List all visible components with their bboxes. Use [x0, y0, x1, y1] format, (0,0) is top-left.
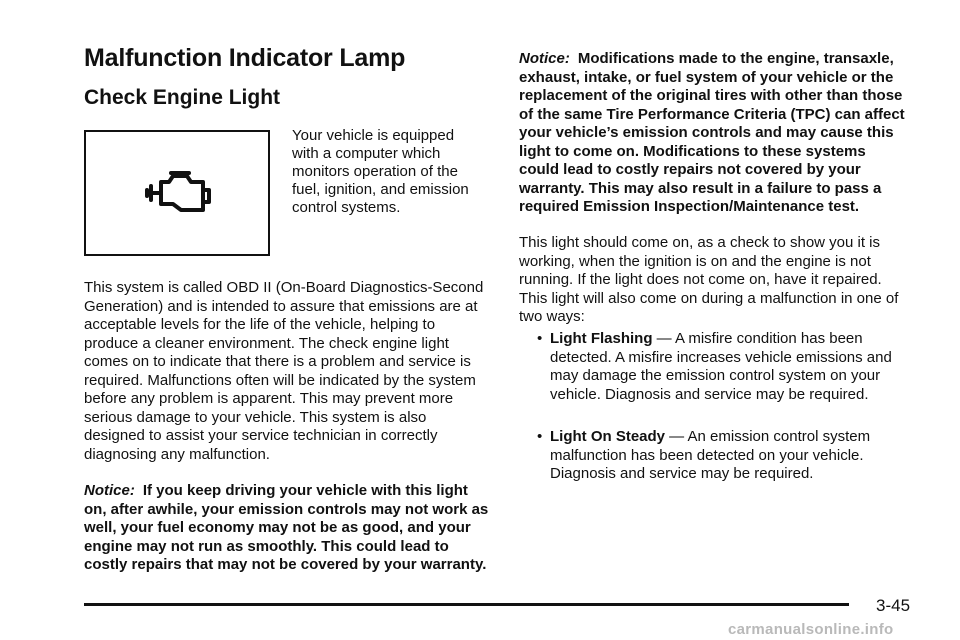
notice-label: Notice: [84, 482, 135, 499]
bullet-icon: • [537, 428, 543, 445]
bullet-icon: • [537, 330, 543, 347]
notice-modifications [519, 50, 909, 217]
bullet-text: — A misfire condition has been detected. A misfire increases vehicle emissions and may damage the emission control system on your vehicle. Diagnosis and service may be required. [550, 330, 892, 403]
section-subtitle: Check Engine Light [84, 86, 281, 109]
list-item-light-on-steady [537, 428, 907, 484]
notice-text: Modifications made to the engine, transaxle, exhaust, intake, or fuel system of your vehicle or the replacement of the original tires with other than those of the same Tire Performance Criteria (TPC) can affect your vehicle’s emission controls and may cause this light to come on. Modifications to these systems could lead to costly repairs not covered by your warranty. This may also result in a failure to pass a required Emission Inspection/Maintenance test. [519, 50, 905, 215]
footer-rule [84, 603, 849, 606]
bullet-term: Light Flashing [550, 330, 653, 347]
notice-driving [84, 482, 489, 575]
light-check-description: This light should come on, as a check to show you it is working, when the ignition is on and the engine is not running. If the light does not come on, have it repaired. This light will also come on during a malfunction in one of two ways: [519, 234, 899, 325]
intro-side-text: Your vehicle is equipped with a computer which monitors operation of the fuel, ignition, and emission control systems. [292, 127, 469, 216]
notice-text: If you keep driving your vehicle with this light on, after awhile, your emission controls may not work as well, your fuel economy may not be as good, and your engine may not run as smoothly. This could lead to costly repairs that may not be covered by your warranty. [84, 482, 489, 573]
engine-icon [143, 170, 213, 216]
notice-label: Notice: [519, 50, 570, 67]
page-title: Malfunction Indicator Lamp [84, 44, 406, 72]
obd-description: This system is called OBD II (On-Board Diagnostics-Second Generation) and is intended to assure that emissions are at acceptable levels for the life of the vehicle, helping to produce a cleaner environment. The check engine light comes on to indicate that there is a problem and service is required. Malfunctions often will be indicated by the system before any problem is apparent. This may prevent more serious damage to your vehicle. This system is also designed to assist your service technician in correctly diagnosing any malfunction. [84, 279, 484, 463]
list-item-light-flashing [537, 330, 907, 404]
engine-icon-figure [84, 130, 270, 256]
page-number: 3-45 [876, 596, 911, 615]
bullet-term: Light On Steady [550, 428, 666, 445]
bullet-text: — An emission control system malfunction has been detected on your vehicle. Diagnosis and service may be required. [550, 428, 871, 482]
watermark: carmanualsonline.info [728, 621, 894, 638]
